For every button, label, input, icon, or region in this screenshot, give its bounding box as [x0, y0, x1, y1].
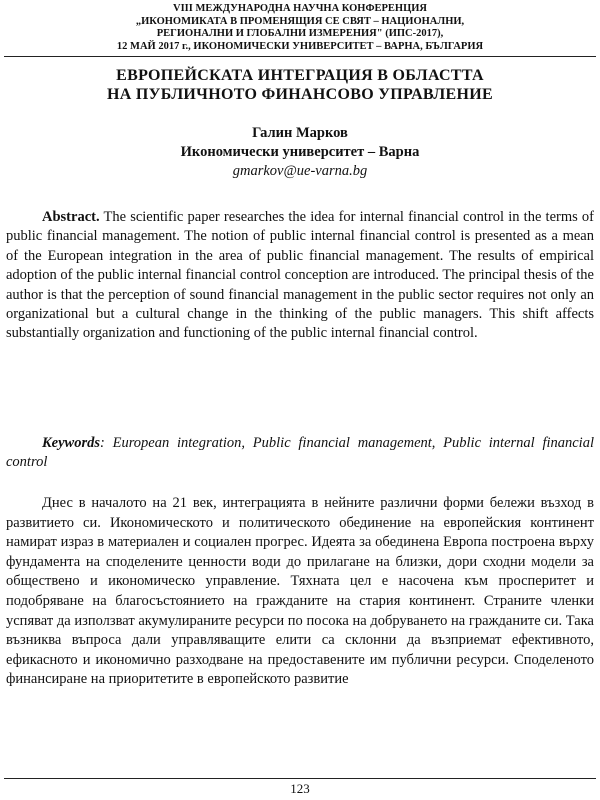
keywords-text: : European integration, Public financial management, Public internal financial control	[6, 435, 594, 471]
conference-header	[10, 3, 590, 53]
conference-header-line: „ИКОНОМИКАТА В ПРОМЕНЯЩИЯ СЕ СВЯТ – НАЦИОНАЛНИ,	[135, 15, 465, 27]
author-block	[20, 124, 580, 181]
conference-header-line: 12 МАЙ 2017 г., ИКОНОМИЧЕСКИ УНИВЕРСИТЕТ – ВАРНА, БЪЛГАРИЯ	[116, 40, 484, 52]
abstract-label: Abstract.	[42, 209, 100, 225]
author-email: gmarkov@ue-varna.bg	[232, 163, 368, 179]
conference-header-line: VIII МЕЖДУНАРОДНА НАУЧНА КОНФЕРЕНЦИЯ	[173, 3, 427, 14]
body-paragraph: Днес в началото на 21 век, интеграцията в нейните различни форми бележи възход в развитието си. Икономическото и политическото обединение на европейския континент намират израз в материален и социален прогрес. Идеята за обединена Европа построена върху фундамента на споделените ценности води до прилагане на близки, дори сходни модели за обществено и икономическо управление. Тяхната цел е насочена към просперитет и подобряване на благосъстоянието на гражданите на стария континент. Страните членки успяват да използват акумулираните ресурси по посока на добруването на гражданите си. Така възниква въпроса дали управляващите елити са склонни да възприемат ефективното, ефикасното и икономично разходване на предоставените им публични ресурси. Споделеното финансиране на приоритетите в европейското развитие	[6, 495, 594, 688]
page-number: 123	[290, 781, 310, 796]
paper-title	[20, 66, 580, 104]
author-affiliation: Икономически университет – Варна	[180, 144, 420, 160]
keywords-label: Keywords	[42, 435, 100, 451]
author-name: Галин Марков	[252, 125, 348, 141]
abstract-paragraph	[6, 208, 594, 344]
keywords-paragraph	[6, 434, 594, 473]
paper-title-line: НА ПУБЛИЧНОТО ФИНАНСОВО УПРАВЛЕНИЕ	[107, 86, 493, 103]
abstract-text: The scientific paper researches the idea for internal financial control in the terms of public financial management. The notion of public internal financial control is presented as a mean of the European integration in the area of public financial management. The results of empirical adoption of the public internal financial control conception are introduced. The principal thesis of the author is that the perception of sound financial management in the public sector requires not only an organizational but a cultural change in the thinking of the public managers. This shift affects substantially organization and functioning of the public internal financial control.	[6, 209, 594, 342]
conference-header-line: РЕГИОНАЛНИ И ГЛОБАЛНИ ИЗМЕРЕНИЯ" (ИПС-2017),	[156, 28, 444, 39]
header-divider	[4, 56, 596, 57]
paper-title-line: ЕВРОПЕЙСКАТА ИНТЕГРАЦИЯ В ОБЛАСТТА	[116, 67, 484, 84]
footer-divider	[4, 778, 596, 779]
